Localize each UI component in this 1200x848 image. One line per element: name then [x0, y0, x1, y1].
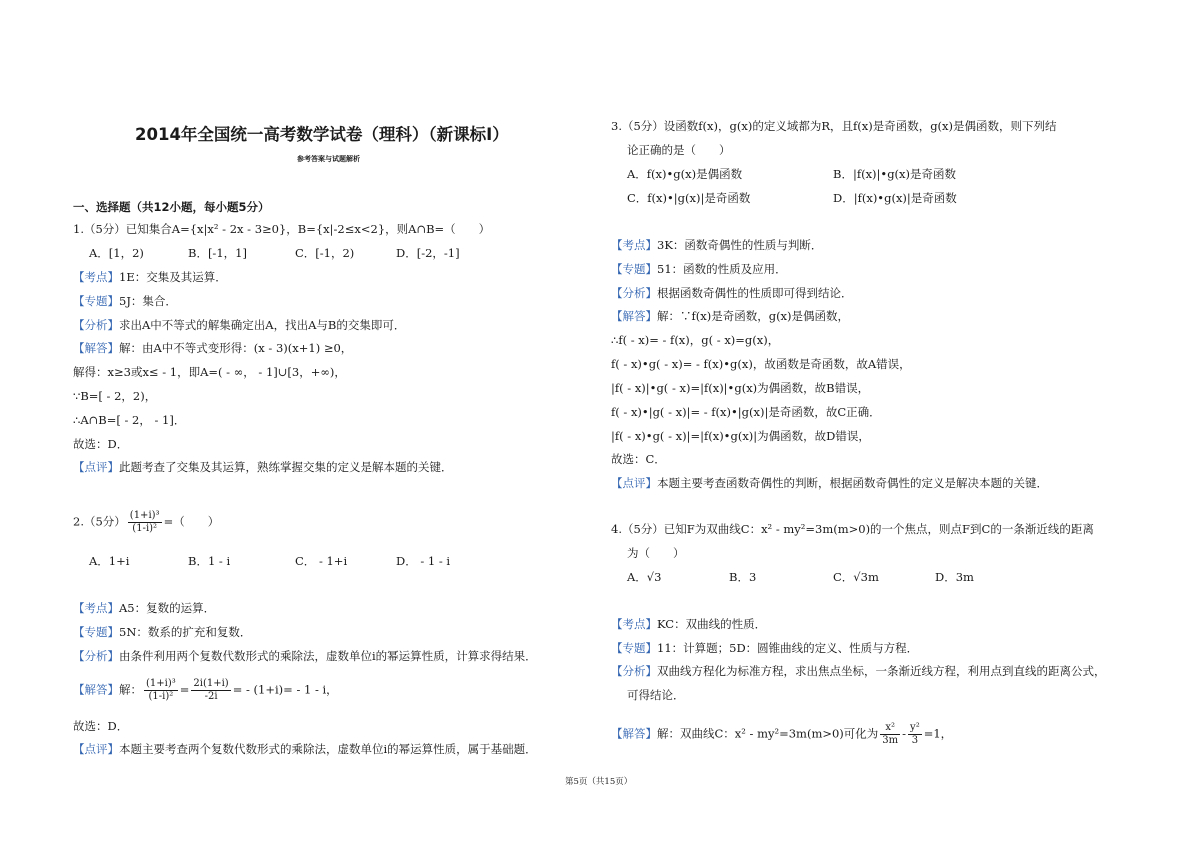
- fraction-denominator: 3m: [882, 735, 899, 746]
- q4-option-a: A．√3: [627, 570, 662, 584]
- tag-zhuanti: 【专题】: [611, 641, 657, 655]
- fraction-numerator: (1+i)³: [129, 510, 160, 521]
- page-number: 第5页（共15页）: [565, 777, 633, 787]
- q4-fenxi: [611, 663, 1106, 679]
- q2-suffix: =（ ）: [163, 514, 220, 529]
- q3-fenxi: [611, 285, 853, 301]
- fraction-numerator: (1+i)³: [146, 678, 176, 689]
- q3-kaodian-text: 3K：函数奇偶性的性质与判断．: [657, 238, 823, 252]
- q2-kaodian: [73, 600, 215, 616]
- tag-kaodian: 【考点】: [611, 617, 657, 631]
- q1-jieda-text: 解：由A中不等式变形得：(x - 3)(x+1) ≥0，: [119, 341, 353, 355]
- q3-jieda: [611, 308, 849, 324]
- q4-jieda: 【解答】解：双曲线C：x² - my²=3m(m>0)可化为 $\frac{\text{x²}}{3m}$ - $\frac{\text{y²}}{3}$ =1，: [611, 722, 953, 746]
- q1-fenxi: [73, 317, 405, 333]
- q3-option-b: B．|f(x)|•g(x)是奇函数: [833, 167, 957, 181]
- q3-stem-line-1: 3.（5分）设函数f(x)，g(x)的定义域都为R，且f(x)是奇函数，g(x)是偶函数，则下列结: [611, 119, 1057, 133]
- q3-solution-line: ∴f( - x)= - f(x)，g( - x)=g(x)，: [611, 333, 780, 347]
- tag-fenxi: 【分析】: [73, 318, 119, 332]
- q3-solution-line: |f( - x)|•g( - x)=|f(x)|•g(x)为偶函数，故B错误，: [611, 381, 870, 395]
- fraction-denominator: (1-i)²: [132, 523, 158, 534]
- tag-dianping: 【点评】: [73, 460, 119, 474]
- q2-option-b: B．1 - i: [188, 554, 231, 568]
- q1-dianping: [73, 459, 453, 475]
- q1-jieda: [73, 340, 352, 356]
- q2-jieda-fraction-1: [144, 678, 178, 703]
- q3-stem-line-2: 论正确的是（ ）: [627, 143, 731, 157]
- q3-option-a: A．f(x)•g(x)是偶函数: [627, 167, 743, 181]
- q4-stem-line-2: 为（ ）: [627, 546, 685, 560]
- q1-option-d: D．[-2，-1]: [396, 246, 460, 260]
- q3-solution-line: |f( - x)•g( - x)|=|f(x)•g(x)|为偶函数，故D错误，: [611, 429, 870, 443]
- q2-zhuanti: [73, 624, 251, 640]
- q1-zhuanti-text: 5J：集合．: [119, 294, 177, 308]
- q2-option-a: A．1+i: [89, 554, 130, 568]
- q3-solution-line: f( - x)•g( - x)= - f(x)•g(x)，故函数是奇函数，故A错误，: [611, 357, 911, 371]
- q3-kaodian: [611, 237, 822, 253]
- q4-zhuanti-text: 11：计算题；5D：圆锥曲线的定义、性质与方程．: [657, 641, 919, 655]
- q2-fenxi-text: 由条件利用两个复数代数形式的乘除法，虚数单位i的幂运算性质，计算求得结果．: [119, 649, 537, 663]
- q2-dianping: [73, 741, 537, 757]
- q4-option-d: D．3m: [935, 570, 974, 584]
- fraction-numerator: x²: [880, 722, 900, 735]
- tag-zhuanti: 【专题】: [73, 294, 119, 308]
- tag-kaodian: 【考点】: [73, 270, 119, 284]
- q1-kaodian: [73, 269, 227, 285]
- q3-dianping: [611, 475, 1048, 491]
- q2-jieda-suffix: = - (1+i)= - 1 - i，: [232, 682, 338, 697]
- page-subtitle: 参考答案与试题解析: [297, 155, 360, 163]
- q2-option-c: C． - 1+i: [295, 554, 348, 568]
- q4-kaodian-text: KC：双曲线的性质．: [657, 617, 767, 631]
- q3-option-d: D．|f(x)•g(x)|是奇函数: [833, 191, 957, 205]
- fraction-numerator: y²: [910, 722, 920, 733]
- page-title: 2014年全国统一高考数学试卷（理科）（新课标Ⅰ）: [135, 125, 509, 144]
- q2-fenxi: [73, 648, 537, 664]
- fraction-denominator: (1-i)²: [148, 691, 174, 702]
- tag-kaodian: 【考点】: [73, 601, 119, 615]
- q4-stem-line-1: 4.（5分）已知F为双曲线C：x² - my²=3m(m>0)的一个焦点，则点F到C的一条渐近线的距离: [611, 522, 1094, 536]
- q2-zhuanti-text: 5N：数系的扩充和复数．: [119, 625, 252, 639]
- q1-option-c: C．[-1，2): [295, 246, 355, 260]
- q4-jieda-fraction-2: [908, 722, 922, 747]
- q3-solution-line: 故选：C．: [611, 452, 666, 466]
- q1-zhuanti: [73, 293, 177, 309]
- q1-solution-line: 解得：x≥3或x≤ - 1，即A=( - ∞， - 1]∪[3，+∞)，: [73, 365, 346, 379]
- q2-stem: [73, 510, 219, 535]
- q3-dianping-text: 本题主要考查函数奇偶性的判断，根据函数奇偶性的定义是解决本题的关键．: [657, 476, 1048, 490]
- fraction-denominator: -2i: [204, 691, 218, 702]
- q1-fenxi-text: 求出A中不等式的解集确定出A，找出A与B的交集即可．: [119, 318, 406, 332]
- q4-jieda-fraction-1: [880, 722, 900, 747]
- tag-zhuanti: 【专题】: [611, 262, 657, 276]
- q1-solution-line: ∴A∩B=[ - 2， - 1]．: [73, 413, 186, 427]
- q4-option-c: C．√3m: [833, 570, 879, 584]
- fraction-numerator: 2i(1+i): [193, 678, 229, 689]
- q4-zhuanti: [611, 640, 918, 656]
- q2-option-d: D． - 1 - i: [396, 554, 451, 568]
- q3-solution-line: f( - x)•|g( - x)|= - f(x)•|g(x)|是奇函数，故C正确．: [611, 405, 881, 419]
- tag-fenxi: 【分析】: [611, 286, 657, 300]
- tag-zhuanti: 【专题】: [73, 625, 119, 639]
- q3-fenxi-text: 根据函数奇偶性的性质即可得到结论．: [657, 286, 853, 300]
- q3-jieda-text: 解：∵f(x)是奇函数，g(x)是偶函数，: [657, 309, 850, 323]
- q3-zhuanti-text: 51：函数的性质及应用．: [657, 262, 787, 276]
- tag-fenxi: 【分析】: [73, 649, 119, 663]
- q2-prefix: 2.（5分）: [73, 514, 126, 529]
- tag-jieda: 【解答】: [73, 341, 119, 355]
- tag-dianping: 【点评】: [611, 476, 657, 490]
- fraction-denominator: 3: [911, 735, 919, 746]
- q1-dianping-text: 此题考查了交集及其运算，熟练掌握交集的定义是解本题的关键．: [119, 460, 453, 474]
- q2-dianping-text: 本题主要考查两个复数代数形式的乘除法，虚数单位i的幂运算性质，属于基础题．: [119, 742, 537, 756]
- q1-solution-line: 故选：D．: [73, 437, 129, 451]
- q1-option-a: A．[1，2): [89, 246, 144, 260]
- q2-kaodian-text: A5：复数的运算．: [119, 601, 216, 615]
- q1-kaodian-text: 1E：交集及其运算．: [119, 270, 227, 284]
- tag-jieda: 【解答】: [611, 309, 657, 323]
- q3-zhuanti: [611, 261, 787, 277]
- q1-option-b: B．[-1，1]: [188, 246, 247, 260]
- tag-jieda: 【解答】: [611, 726, 657, 741]
- q2-solution-line: 故选：D．: [73, 719, 129, 733]
- q4-kaodian: [611, 616, 766, 632]
- tag-fenxi: 【分析】: [611, 664, 657, 678]
- section-heading: 一、选择题（共12小题，每小题5分）: [73, 200, 270, 214]
- q4-fenxi-text: 双曲线方程化为标准方程，求出焦点坐标，一条渐近线方程，利用点到直线的距离公式，: [657, 664, 1106, 678]
- q4-fenxi-line-2: 可得结论．: [627, 688, 685, 702]
- q2-jieda: 【解答】解： $\frac{\text{(1+i)³}}{\text{(1-i)²}}$ = $\frac{2i(1+i)}{-2i}$ = - (1+i)= - 1 - i，: [73, 678, 338, 702]
- q2-jieda-fraction-2: [191, 678, 230, 703]
- q3-option-c: C．f(x)•|g(x)|是奇函数: [627, 191, 751, 205]
- q4-option-b: B．3: [729, 570, 757, 584]
- tag-kaodian: 【考点】: [611, 238, 657, 252]
- q1-stem: 1.（5分）已知集合A={x|x² - 2x - 3≥0}，B={x|-2≤x<2}，则A∩B=（ ）: [73, 222, 491, 236]
- q2-fraction: [128, 510, 162, 535]
- q2-jieda-prefix: 解：: [119, 682, 142, 697]
- q4-jieda-suffix: =1，: [923, 726, 953, 741]
- tag-jieda: 【解答】: [73, 682, 119, 697]
- tag-dianping: 【点评】: [73, 742, 119, 756]
- q4-jieda-prefix: 解：双曲线C：x² - my²=3m(m>0)可化为: [657, 726, 879, 741]
- q1-solution-line: ∵B=[ - 2，2)，: [73, 389, 157, 403]
